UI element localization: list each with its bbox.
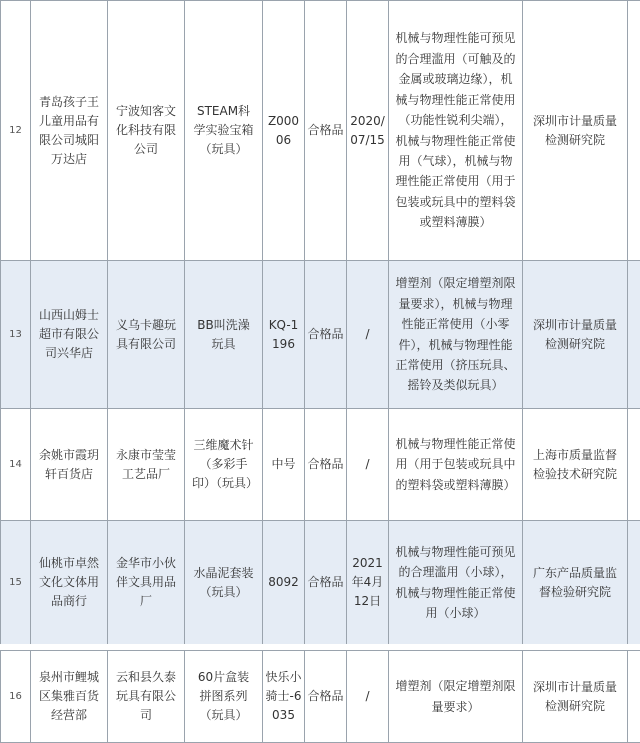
production-date: / xyxy=(347,261,389,409)
table-row xyxy=(1,261,640,409)
inspection-items: 机械与物理性能正常使用（用于包装或玩具中的塑料袋或塑料薄膜） xyxy=(389,409,523,521)
product-name: 60片盒装拼图系列（玩具） xyxy=(185,651,263,743)
product-name: STEAM科学实验宝箱（玩具） xyxy=(185,1,263,261)
row-number: 12 xyxy=(1,1,31,261)
inspection-result: 合格品 xyxy=(305,261,347,409)
row-number: 14 xyxy=(1,409,31,521)
inspection-org: 深圳市计量质量检测研究院 xyxy=(523,651,628,743)
results-table-continued xyxy=(0,650,640,743)
table-row xyxy=(1,1,640,261)
producer-name: 金华市小伙伴文具用品厂 xyxy=(108,521,185,645)
producer-name: 云和县久泰玩具有限公司 xyxy=(108,651,185,743)
product-spec: KQ-1196 xyxy=(263,261,305,409)
seller-name: 仙桃市卓然文化文体用品商行 xyxy=(31,521,108,645)
producer-name: 义乌卡趣玩具有限公司 xyxy=(108,261,185,409)
production-date: 2020/07/15 xyxy=(347,1,389,261)
edge-cell xyxy=(628,521,640,645)
inspection-result: 合格品 xyxy=(305,651,347,743)
row-number: 13 xyxy=(1,261,31,409)
producer-name: 宁波知客文化科技有限公司 xyxy=(108,1,185,261)
inspection-org: 广东产品质量监督检验研究院 xyxy=(523,521,628,645)
edge-cell xyxy=(628,1,640,261)
table-row xyxy=(1,651,640,743)
product-spec: 快乐小骑士-6035 xyxy=(263,651,305,743)
inspection-items: 机械与物理性能可预见的合理滥用（可触及的金属或玻璃边缘），机械与物理性能正常使用（功能性锐利尖端），机械与物理性能正常使用（气球），机械与物理性能正常使用（用于包装或玩具中的塑料袋或塑料薄膜） xyxy=(389,1,523,261)
table-row xyxy=(1,521,640,645)
product-name: 三维魔术针（多彩手印）（玩具） xyxy=(185,409,263,521)
seller-name: 山西山姆士超市有限公司兴华店 xyxy=(31,261,108,409)
inspection-result: 合格品 xyxy=(305,521,347,645)
inspection-result: 合格品 xyxy=(305,1,347,261)
seller-name: 余姚市霞玥轩百货店 xyxy=(31,409,108,521)
production-date: / xyxy=(347,651,389,743)
product-spec: Z00006 xyxy=(263,1,305,261)
table-row xyxy=(1,409,640,521)
producer-name: 永康市莹莹工艺品厂 xyxy=(108,409,185,521)
inspection-items: 增塑剂（限定增塑剂限量要求），机械与物理性能正常使用（小零件），机械与物理性能正常使用（挤压玩具、摇铃及类似玩具） xyxy=(389,261,523,409)
inspection-org: 上海市质量监督检验技术研究院 xyxy=(523,409,628,521)
row-number: 16 xyxy=(1,651,31,743)
edge-cell xyxy=(628,261,640,409)
product-name: BB叫洗澡玩具 xyxy=(185,261,263,409)
seller-name: 青岛孩子王儿童用品有限公司城阳万达店 xyxy=(31,1,108,261)
inspection-org: 深圳市计量质量检测研究院 xyxy=(523,261,628,409)
row-number: 15 xyxy=(1,521,31,645)
production-date: / xyxy=(347,409,389,521)
edge-cell xyxy=(628,409,640,521)
edge-cell xyxy=(628,651,640,743)
inspection-items: 增塑剂（限定增塑剂限量要求） xyxy=(389,651,523,743)
product-spec: 8092 xyxy=(263,521,305,645)
inspection-org: 深圳市计量质量检测研究院 xyxy=(523,1,628,261)
inspection-result: 合格品 xyxy=(305,409,347,521)
seller-name: 泉州市鲤城区集雅百货经营部 xyxy=(31,651,108,743)
product-name: 水晶泥套装（玩具） xyxy=(185,521,263,645)
inspection-items: 机械与物理性能可预见的合理滥用（小球），机械与物理性能正常使用（小球） xyxy=(389,521,523,645)
production-date: 2021年4月12日 xyxy=(347,521,389,645)
product-spec: 中号 xyxy=(263,409,305,521)
